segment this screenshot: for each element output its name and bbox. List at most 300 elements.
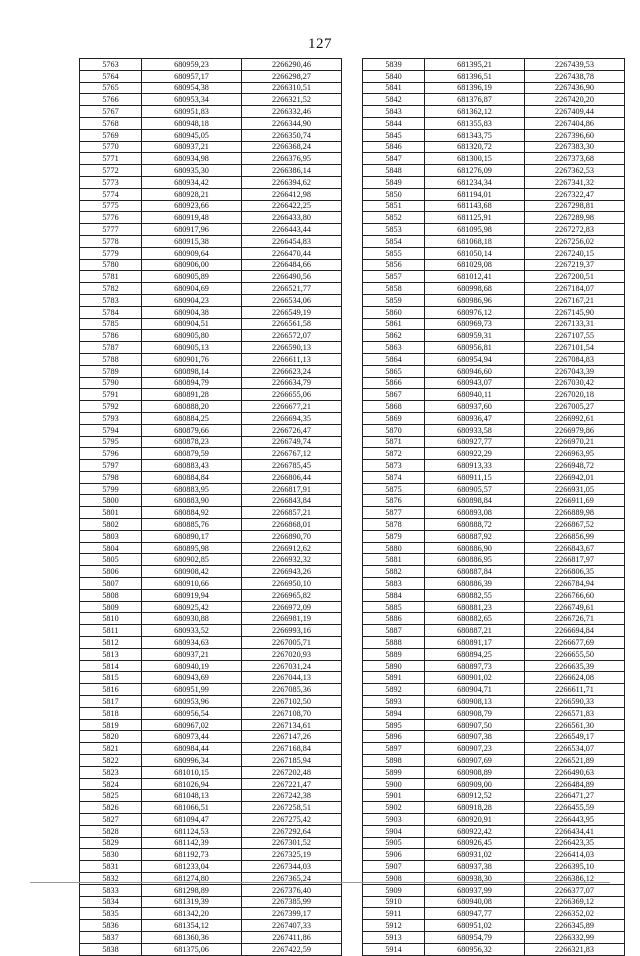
y-coordinate-cell: 2267184,07 <box>525 283 625 295</box>
x-coordinate-cell: 680951,99 <box>142 684 242 696</box>
table-row <box>363 625 625 637</box>
y-coordinate-cell: 2266332,46 <box>242 106 342 118</box>
x-coordinate-cell: 681048,13 <box>142 790 242 802</box>
y-coordinate-cell: 2266310,51 <box>242 82 342 94</box>
point-number-cell: 5877 <box>363 507 425 519</box>
x-coordinate-cell: 680956,32 <box>425 943 525 955</box>
table-row <box>363 802 625 814</box>
table-row <box>363 707 625 719</box>
table-row <box>80 755 342 767</box>
x-coordinate-cell: 681050,14 <box>425 247 525 259</box>
coordinate-table-left-body <box>80 59 342 956</box>
y-coordinate-cell: 2267322,47 <box>525 188 625 200</box>
x-coordinate-cell: 680937,21 <box>142 141 242 153</box>
y-coordinate-cell: 2266993,16 <box>242 625 342 637</box>
x-coordinate-cell: 680922,29 <box>425 448 525 460</box>
x-coordinate-cell: 680931,02 <box>425 849 525 861</box>
point-number-cell: 5814 <box>80 660 142 672</box>
x-coordinate-cell: 680888,72 <box>425 519 525 531</box>
y-coordinate-cell: 2266454,83 <box>242 235 342 247</box>
table-row <box>80 684 342 696</box>
point-number-cell: 5763 <box>80 59 142 71</box>
table-row <box>80 589 342 601</box>
point-number-cell: 5901 <box>363 790 425 802</box>
x-coordinate-cell: 680917,96 <box>142 224 242 236</box>
y-coordinate-cell: 2267202,48 <box>242 766 342 778</box>
y-coordinate-cell: 2266561,58 <box>242 318 342 330</box>
point-number-cell: 5913 <box>363 931 425 943</box>
y-coordinate-cell: 2267084,83 <box>525 353 625 365</box>
x-coordinate-cell: 680967,02 <box>142 719 242 731</box>
table-row <box>80 165 342 177</box>
point-number-cell: 5781 <box>80 271 142 283</box>
table-row <box>363 507 625 519</box>
point-number-cell: 5912 <box>363 920 425 932</box>
x-coordinate-cell: 680909,64 <box>142 247 242 259</box>
table-row <box>80 802 342 814</box>
y-coordinate-cell: 2266368,24 <box>242 141 342 153</box>
x-coordinate-cell: 681094,47 <box>142 814 242 826</box>
coordinate-table-right-body <box>363 59 625 956</box>
x-coordinate-cell: 680937,60 <box>425 401 525 413</box>
point-number-cell: 5861 <box>363 318 425 330</box>
x-coordinate-cell: 680934,98 <box>142 153 242 165</box>
table-row <box>80 637 342 649</box>
point-number-cell: 5807 <box>80 578 142 590</box>
point-number-cell: 5805 <box>80 554 142 566</box>
point-number-cell: 5862 <box>363 330 425 342</box>
y-coordinate-cell: 2266912,62 <box>242 542 342 554</box>
table-row <box>80 743 342 755</box>
y-coordinate-cell: 2266521,89 <box>525 755 625 767</box>
y-coordinate-cell: 2266843,67 <box>525 542 625 554</box>
point-number-cell: 5782 <box>80 283 142 295</box>
point-number-cell: 5830 <box>80 849 142 861</box>
point-number-cell: 5796 <box>80 448 142 460</box>
y-coordinate-cell: 2266521,77 <box>242 283 342 295</box>
x-coordinate-cell: 681376,87 <box>425 94 525 106</box>
y-coordinate-cell: 2266948,72 <box>525 460 625 472</box>
table-row <box>363 460 625 472</box>
x-coordinate-cell: 680946,60 <box>425 365 525 377</box>
table-row <box>363 790 625 802</box>
point-number-cell: 5773 <box>80 176 142 188</box>
table-row <box>363 106 625 118</box>
point-number-cell: 5791 <box>80 389 142 401</box>
y-coordinate-cell: 2266950,10 <box>242 578 342 590</box>
y-coordinate-cell: 2266785,45 <box>242 460 342 472</box>
table-row <box>80 507 342 519</box>
point-number-cell: 5811 <box>80 625 142 637</box>
y-coordinate-cell: 2266344,90 <box>242 117 342 129</box>
y-coordinate-cell: 2266856,99 <box>525 530 625 542</box>
x-coordinate-cell: 680904,38 <box>142 306 242 318</box>
x-coordinate-cell: 680969,73 <box>425 318 525 330</box>
table-row <box>363 825 625 837</box>
table-row <box>80 519 342 531</box>
y-coordinate-cell: 2266942,01 <box>525 471 625 483</box>
point-number-cell: 5865 <box>363 365 425 377</box>
table-row <box>363 672 625 684</box>
bottom-rule <box>30 882 610 883</box>
table-row <box>80 235 342 247</box>
y-coordinate-cell: 2266726,47 <box>242 424 342 436</box>
y-coordinate-cell: 2266694,84 <box>525 625 625 637</box>
point-number-cell: 5774 <box>80 188 142 200</box>
x-coordinate-cell: 681125,91 <box>425 212 525 224</box>
y-coordinate-cell: 2266386,14 <box>242 165 342 177</box>
point-number-cell: 5867 <box>363 389 425 401</box>
x-coordinate-cell: 681142,39 <box>142 837 242 849</box>
table-row <box>363 696 625 708</box>
y-coordinate-cell: 2266655,06 <box>242 389 342 401</box>
x-coordinate-cell: 680887,21 <box>425 625 525 637</box>
y-coordinate-cell: 2267168,84 <box>242 743 342 755</box>
point-number-cell: 5875 <box>363 483 425 495</box>
point-number-cell: 5909 <box>363 884 425 896</box>
table-row <box>363 318 625 330</box>
y-coordinate-cell: 2266412,98 <box>242 188 342 200</box>
x-coordinate-cell: 680912,52 <box>425 790 525 802</box>
y-coordinate-cell: 2267085,36 <box>242 684 342 696</box>
x-coordinate-cell: 680908,42 <box>142 566 242 578</box>
x-coordinate-cell: 680882,65 <box>425 613 525 625</box>
x-coordinate-cell: 681095,98 <box>425 224 525 236</box>
y-coordinate-cell: 2267420,20 <box>525 94 625 106</box>
x-coordinate-cell: 680893,08 <box>425 507 525 519</box>
y-coordinate-cell: 2267107,55 <box>525 330 625 342</box>
point-number-cell: 5906 <box>363 849 425 861</box>
y-coordinate-cell: 2266434,41 <box>525 825 625 837</box>
table-row <box>363 94 625 106</box>
point-number-cell: 5873 <box>363 460 425 472</box>
table-row <box>80 365 342 377</box>
y-coordinate-cell: 2266634,79 <box>242 377 342 389</box>
table-row <box>363 117 625 129</box>
x-coordinate-cell: 680923,66 <box>142 200 242 212</box>
table-row <box>80 412 342 424</box>
x-coordinate-cell: 680947,77 <box>425 908 525 920</box>
y-coordinate-cell: 2266534,07 <box>525 743 625 755</box>
y-coordinate-cell: 2266414,03 <box>525 849 625 861</box>
x-coordinate-cell: 681342,20 <box>142 908 242 920</box>
table-row <box>363 212 625 224</box>
y-coordinate-cell: 2267147,26 <box>242 731 342 743</box>
y-coordinate-cell: 2266443,95 <box>525 814 625 826</box>
x-coordinate-cell: 680959,31 <box>425 330 525 342</box>
x-coordinate-cell: 680884,25 <box>142 412 242 424</box>
x-coordinate-cell: 680885,76 <box>142 519 242 531</box>
x-coordinate-cell: 680909,00 <box>425 778 525 790</box>
table-row <box>363 542 625 554</box>
table-row <box>363 448 625 460</box>
x-coordinate-cell: 680905,57 <box>425 483 525 495</box>
y-coordinate-cell: 2266623,24 <box>242 365 342 377</box>
point-number-cell: 5842 <box>363 94 425 106</box>
y-coordinate-cell: 2267030,42 <box>525 377 625 389</box>
table-row <box>80 601 342 613</box>
x-coordinate-cell: 680905,89 <box>142 271 242 283</box>
point-number-cell: 5853 <box>363 224 425 236</box>
point-number-cell: 5848 <box>363 165 425 177</box>
table-row <box>363 589 625 601</box>
y-coordinate-cell: 2266534,06 <box>242 294 342 306</box>
y-coordinate-cell: 2267005,71 <box>242 637 342 649</box>
point-number-cell: 5829 <box>80 837 142 849</box>
table-row <box>363 601 625 613</box>
x-coordinate-cell: 681362,12 <box>425 106 525 118</box>
table-row <box>80 814 342 826</box>
table-row <box>80 212 342 224</box>
y-coordinate-cell: 2267399,17 <box>242 908 342 920</box>
point-number-cell: 5802 <box>80 519 142 531</box>
point-number-cell: 5835 <box>80 908 142 920</box>
point-number-cell: 5765 <box>80 82 142 94</box>
point-number-cell: 5884 <box>363 589 425 601</box>
x-coordinate-cell: 680910,66 <box>142 578 242 590</box>
x-coordinate-cell: 681298,89 <box>142 884 242 896</box>
table-row <box>80 530 342 542</box>
point-number-cell: 5821 <box>80 743 142 755</box>
table-row <box>80 224 342 236</box>
y-coordinate-cell: 2267219,37 <box>525 259 625 271</box>
point-number-cell: 5822 <box>80 755 142 767</box>
y-coordinate-cell: 2266784,94 <box>525 578 625 590</box>
point-number-cell: 5795 <box>80 436 142 448</box>
y-coordinate-cell: 2266484,89 <box>525 778 625 790</box>
table-row <box>363 70 625 82</box>
x-coordinate-cell: 681319,39 <box>142 896 242 908</box>
x-coordinate-cell: 680937,21 <box>142 648 242 660</box>
point-number-cell: 5784 <box>80 306 142 318</box>
y-coordinate-cell: 2267043,39 <box>525 365 625 377</box>
y-coordinate-cell: 2266694,35 <box>242 412 342 424</box>
table-row <box>363 931 625 943</box>
x-coordinate-cell: 681360,36 <box>142 931 242 943</box>
y-coordinate-cell: 2266611,13 <box>242 353 342 365</box>
table-row <box>80 141 342 153</box>
x-coordinate-cell: 680895,98 <box>142 542 242 554</box>
table-row <box>80 294 342 306</box>
point-number-cell: 5766 <box>80 94 142 106</box>
point-number-cell: 5786 <box>80 330 142 342</box>
point-number-cell: 5783 <box>80 294 142 306</box>
table-row <box>80 719 342 731</box>
point-number-cell: 5904 <box>363 825 425 837</box>
table-row <box>363 247 625 259</box>
y-coordinate-cell: 2266345,89 <box>525 920 625 932</box>
table-row <box>363 861 625 873</box>
table-row <box>80 495 342 507</box>
x-coordinate-cell: 680937,38 <box>425 861 525 873</box>
table-row <box>80 59 342 71</box>
table-row <box>80 766 342 778</box>
table-row <box>363 436 625 448</box>
x-coordinate-cell: 680920,91 <box>425 814 525 826</box>
x-coordinate-cell: 680882,55 <box>425 589 525 601</box>
table-row <box>363 660 625 672</box>
point-number-cell: 5768 <box>80 117 142 129</box>
table-row <box>80 153 342 165</box>
table-row <box>80 578 342 590</box>
y-coordinate-cell: 2267044,13 <box>242 672 342 684</box>
table-row <box>80 648 342 660</box>
point-number-cell: 5903 <box>363 814 425 826</box>
x-coordinate-cell: 680919,48 <box>142 212 242 224</box>
point-number-cell: 5837 <box>80 931 142 943</box>
point-number-cell: 5854 <box>363 235 425 247</box>
y-coordinate-cell: 2266369,12 <box>525 896 625 908</box>
table-row <box>80 613 342 625</box>
y-coordinate-cell: 2267101,54 <box>525 342 625 354</box>
table-row <box>80 825 342 837</box>
x-coordinate-cell: 681395,21 <box>425 59 525 71</box>
table-row <box>80 70 342 82</box>
point-number-cell: 5828 <box>80 825 142 837</box>
y-coordinate-cell: 2266376,95 <box>242 153 342 165</box>
y-coordinate-cell: 2267005,27 <box>525 401 625 413</box>
table-row <box>363 943 625 955</box>
point-number-cell: 5832 <box>80 872 142 884</box>
y-coordinate-cell: 2266963,95 <box>525 448 625 460</box>
table-row <box>363 176 625 188</box>
table-row <box>363 294 625 306</box>
table-row <box>80 896 342 908</box>
table-row <box>363 235 625 247</box>
point-number-cell: 5817 <box>80 696 142 708</box>
point-number-cell: 5836 <box>80 920 142 932</box>
x-coordinate-cell: 681012,41 <box>425 271 525 283</box>
point-number-cell: 5874 <box>363 471 425 483</box>
table-row <box>80 106 342 118</box>
y-coordinate-cell: 2266972,09 <box>242 601 342 613</box>
table-row <box>363 353 625 365</box>
point-number-cell: 5818 <box>80 707 142 719</box>
point-number-cell: 5801 <box>80 507 142 519</box>
table-row <box>80 188 342 200</box>
x-coordinate-cell: 680928,21 <box>142 188 242 200</box>
y-coordinate-cell: 2267242,38 <box>242 790 342 802</box>
point-number-cell: 5838 <box>80 943 142 955</box>
y-coordinate-cell: 2266726,71 <box>525 613 625 625</box>
y-coordinate-cell: 2266561,30 <box>525 719 625 731</box>
point-number-cell: 5860 <box>363 306 425 318</box>
table-row <box>80 460 342 472</box>
x-coordinate-cell: 680908,89 <box>425 766 525 778</box>
table-row <box>363 165 625 177</box>
table-row <box>80 283 342 295</box>
y-coordinate-cell: 2266590,13 <box>242 342 342 354</box>
point-number-cell: 5809 <box>80 601 142 613</box>
point-number-cell: 5889 <box>363 648 425 660</box>
table-row <box>80 672 342 684</box>
point-number-cell: 5769 <box>80 129 142 141</box>
x-coordinate-cell: 680919,94 <box>142 589 242 601</box>
x-coordinate-cell: 680954,94 <box>425 353 525 365</box>
table-row <box>80 696 342 708</box>
y-coordinate-cell: 2266889,98 <box>525 507 625 519</box>
x-coordinate-cell: 680918,28 <box>425 802 525 814</box>
y-coordinate-cell: 2267133,31 <box>525 318 625 330</box>
point-number-cell: 5823 <box>80 766 142 778</box>
table-row <box>363 141 625 153</box>
table-row <box>80 790 342 802</box>
y-coordinate-cell: 2267436,90 <box>525 82 625 94</box>
table-row <box>363 566 625 578</box>
y-coordinate-cell: 2266965,82 <box>242 589 342 601</box>
point-number-cell: 5876 <box>363 495 425 507</box>
point-number-cell: 5879 <box>363 530 425 542</box>
y-coordinate-cell: 2266677,21 <box>242 401 342 413</box>
x-coordinate-cell: 681343,75 <box>425 129 525 141</box>
point-number-cell: 5813 <box>80 648 142 660</box>
point-number-cell: 5780 <box>80 259 142 271</box>
x-coordinate-cell: 680894,25 <box>425 648 525 660</box>
point-number-cell: 5825 <box>80 790 142 802</box>
point-number-cell: 5806 <box>80 566 142 578</box>
x-coordinate-cell: 680883,90 <box>142 495 242 507</box>
table-row <box>363 755 625 767</box>
y-coordinate-cell: 2267376,40 <box>242 884 342 896</box>
x-coordinate-cell: 680905,80 <box>142 330 242 342</box>
y-coordinate-cell: 2266352,02 <box>525 908 625 920</box>
x-coordinate-cell: 680888,20 <box>142 401 242 413</box>
point-number-cell: 5882 <box>363 566 425 578</box>
table-row <box>80 483 342 495</box>
table-row <box>80 94 342 106</box>
x-coordinate-cell: 680954,79 <box>425 931 525 943</box>
point-number-cell: 5856 <box>363 259 425 271</box>
point-number-cell: 5871 <box>363 436 425 448</box>
table-row <box>363 613 625 625</box>
x-coordinate-cell: 680907,69 <box>425 755 525 767</box>
y-coordinate-cell: 2266332,99 <box>525 931 625 943</box>
y-coordinate-cell: 2267438,78 <box>525 70 625 82</box>
x-coordinate-cell: 680907,23 <box>425 743 525 755</box>
y-coordinate-cell: 2267301,52 <box>242 837 342 849</box>
x-coordinate-cell: 680907,38 <box>425 731 525 743</box>
y-coordinate-cell: 2267396,60 <box>525 129 625 141</box>
x-coordinate-cell: 680943,07 <box>425 377 525 389</box>
x-coordinate-cell: 680986,96 <box>425 294 525 306</box>
y-coordinate-cell: 2267362,53 <box>525 165 625 177</box>
table-row <box>80 306 342 318</box>
y-coordinate-cell: 2267167,21 <box>525 294 625 306</box>
point-number-cell: 5826 <box>80 802 142 814</box>
x-coordinate-cell: 680898,84 <box>425 495 525 507</box>
x-coordinate-cell: 680898,14 <box>142 365 242 377</box>
y-coordinate-cell: 2266490,63 <box>525 766 625 778</box>
x-coordinate-cell: 680940,19 <box>142 660 242 672</box>
y-coordinate-cell: 2267108,70 <box>242 707 342 719</box>
y-coordinate-cell: 2266992,61 <box>525 412 625 424</box>
point-number-cell: 5870 <box>363 424 425 436</box>
y-coordinate-cell: 2267439,53 <box>525 59 625 71</box>
point-number-cell: 5770 <box>80 141 142 153</box>
x-coordinate-cell: 680904,23 <box>142 294 242 306</box>
table-row <box>80 377 342 389</box>
x-coordinate-cell: 680925,42 <box>142 601 242 613</box>
point-number-cell: 5857 <box>363 271 425 283</box>
table-row <box>363 719 625 731</box>
x-coordinate-cell: 680907,50 <box>425 719 525 731</box>
x-coordinate-cell: 680998,68 <box>425 283 525 295</box>
x-coordinate-cell: 680901,76 <box>142 353 242 365</box>
point-number-cell: 5900 <box>363 778 425 790</box>
table-row <box>80 707 342 719</box>
y-coordinate-cell: 2266549,19 <box>242 306 342 318</box>
table-row <box>80 353 342 365</box>
